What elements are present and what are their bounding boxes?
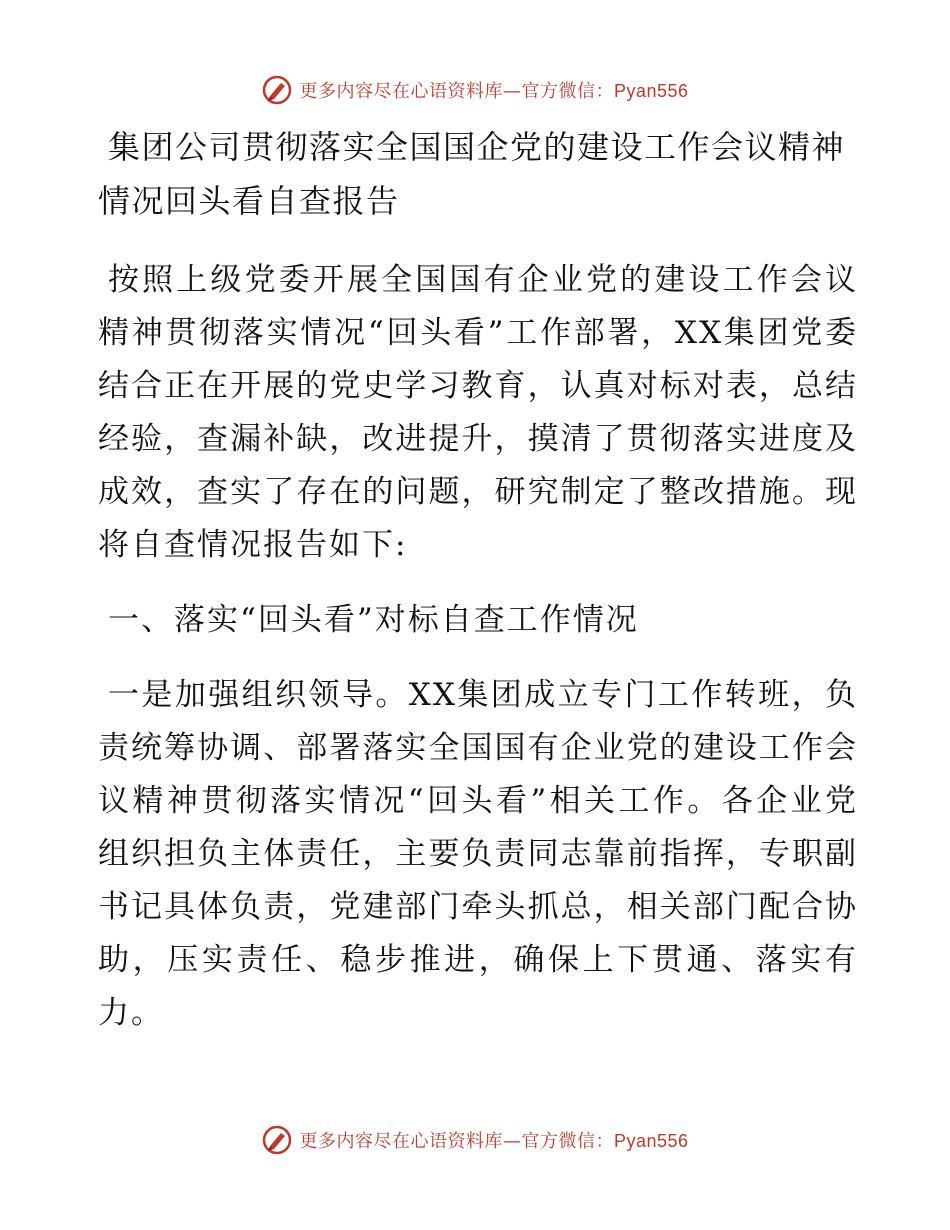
watermark-text: 更多内容尽在心语资料库—官方微信：Pyan556 bbox=[299, 1131, 689, 1152]
watermark-header bbox=[0, 70, 950, 110]
watermark-footer bbox=[0, 1120, 950, 1160]
document-body bbox=[98, 120, 858, 1062]
pen-logo-icon bbox=[261, 74, 293, 106]
pen-logo-icon bbox=[261, 1124, 293, 1156]
section-paragraph: 一是加强组织领导。XX集团成立专门工作转班，负责统筹协调、部署落实全国国有企业党的建设工作会议精神贯彻落实情况“回头看”相关工作。各企业党组织担负主体责任，主要负责同志靠前指挥，专职副书记具体负责，党建部门牵头抓总，相关部门配合协助，压实责任、稳步推进，确保上下贯通、落实有力。 bbox=[98, 677, 858, 1031]
intro-paragraph: 按照上级党委开展全国国有企业党的建设工作会议精神贯彻落实情况“回头看”工作部署，XX集团党委结合正在开展的党史学习教育，认真对标对表，总结经验，查漏补缺，改进提升，摸清了贯彻落实进度及成效，查实了存在的问题，研究制定了整改措施。现将自查情况报告如下: bbox=[98, 262, 858, 563]
document-title: 集团公司贯彻落实全国国企党的建设工作会议精神情况回头看自查报告 bbox=[98, 128, 846, 220]
watermark-text: 更多内容尽在心语资料库—官方微信：Pyan556 bbox=[299, 81, 689, 102]
section-heading: 一、落实“回头看”对标自查工作情况 bbox=[108, 602, 639, 638]
